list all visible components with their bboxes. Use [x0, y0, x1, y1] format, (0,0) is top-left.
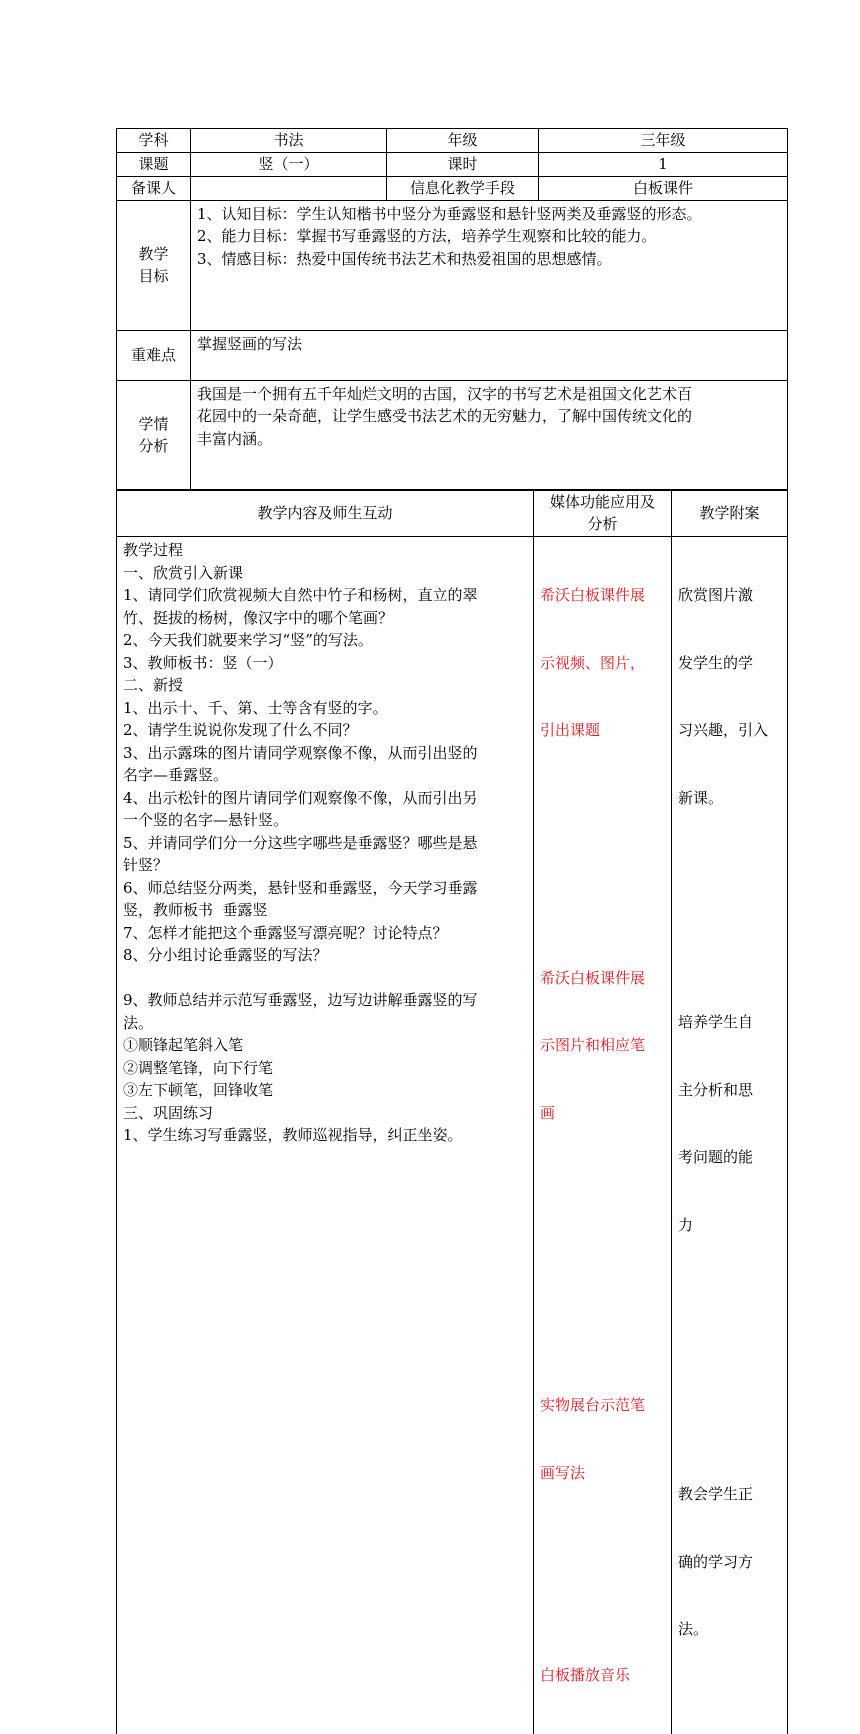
analysis-line: 花园中的一朵奇葩，让学生感受书法艺术的无穷魅力，了解中国传统文化的 [197, 407, 693, 425]
media-block: 实物展台示范笔 画写法 [540, 1396, 646, 1482]
difficulty-label: 重难点 [117, 330, 191, 380]
process-line: 针竖？ [123, 856, 169, 874]
note-block: 教会学生正 确的学习方 法。 [678, 1485, 754, 1638]
goal-item: 2、能力目标：掌握书写垂露竖的方法，培养学生观察和比较的能力。 [197, 227, 657, 245]
subject-label: 学科 [117, 129, 191, 153]
process-line: ③左下顿笔，回锋收笔 [123, 1081, 274, 1099]
process-line: ①顺锋起笔斜入笔 [123, 1036, 244, 1054]
process-media-header: 媒体功能应用及 分析 [534, 490, 672, 537]
lesson-info-table [116, 128, 788, 491]
goal-item: 3、情感目标：热爱中国传统书法艺术和热爱祖国的思想感情。 [197, 249, 612, 268]
difficulty-text: 掌握竖画的写法 [191, 330, 788, 380]
means-label: 信息化教学手段 [387, 177, 539, 201]
process-line: 法。 [123, 1013, 154, 1032]
topic-value: 竖（一） [191, 153, 387, 177]
process-line: 三、巩固练习 [123, 1103, 214, 1122]
process-notes-header: 教学附案 [672, 490, 788, 537]
analysis-line: 我国是一个拥有五千年灿烂文明的古国，汉字的书写艺术是祖国文化艺术百 [197, 384, 693, 403]
media-block: 希沃白板课件展 示视频、图片， 引出课题 [540, 586, 646, 739]
process-line: ②调整笔锋，向下行笔 [123, 1058, 274, 1077]
process-media [534, 537, 672, 1734]
process-content [117, 537, 534, 1734]
process-content-header: 教学内容及师生互动 [117, 490, 534, 537]
process-line: 二、新授 [123, 676, 184, 694]
subject-value: 书法 [191, 129, 387, 153]
process-line: 竹、挺拔的杨树，像汉字中的哪个笔画？ [123, 608, 394, 627]
hours-label: 课时 [387, 153, 539, 177]
process-line: 2、请学生说说你发现了什么不同？ [123, 721, 358, 739]
media-block: 希沃白板课件展 示图片和相应笔 画 [540, 968, 646, 1122]
note-block: 培养学生自 主分析和思 考问题的能 力 [678, 1013, 754, 1234]
process-line: 1、学生练习写垂露竖，教师巡视指导，纠正坐姿。 [123, 1126, 463, 1144]
process-line: 1、出示十、千、第、士等含有竖的字。 [123, 698, 388, 717]
hours-value: 1 [539, 153, 788, 177]
process-line: 5、并请同学们分一分这些字哪些是垂露竖？哪些是悬 [123, 833, 478, 852]
process-line: 6、师总结竖分两类，悬针竖和垂露竖，今天学习垂露 [123, 878, 478, 897]
grade-label: 年级 [387, 129, 539, 153]
analysis-content [191, 380, 788, 490]
process-line: 2、今天我们就要来学习“竖”的写法。 [123, 631, 373, 649]
grade-value: 三年级 [539, 129, 788, 153]
process-line [123, 967, 527, 990]
preparer-label: 备课人 [117, 177, 191, 201]
goal-item: 1、认知目标：学生认知楷书中竖分为垂露竖和悬针竖两类及垂露竖的形态。 [197, 204, 702, 223]
topic-label: 课题 [117, 153, 191, 177]
goals-content [191, 200, 788, 330]
analysis-line: 丰富内涵。 [197, 429, 273, 448]
goals-label: 教学 目标 [117, 200, 191, 330]
process-line: 9、教师总结并示范写垂露竖，边写边讲解垂露竖的写 [123, 991, 478, 1009]
process-line: 一个竖的名字—悬针竖。 [123, 811, 289, 829]
process-line: 名字—垂露竖。 [123, 766, 229, 784]
preparer-value [191, 177, 387, 201]
process-line: 竖，教师板书 垂露竖 [123, 901, 268, 919]
note-block: 欣赏图片激 发学生的学 习兴趣，引入 新课。 [678, 586, 769, 807]
process-line: 7、怎样才能把这个垂露竖写漂亮呢？讨论特点？ [123, 923, 448, 942]
process-line: 3、出示露珠的图片请同学观察像不像，从而引出竖的 [123, 743, 478, 762]
media-block: 白板播放音乐 [540, 1666, 631, 1684]
process-line: 4、出示松针的图片请同学们观察像不像，从而引出另 [123, 788, 478, 807]
analysis-label: 学情 分析 [117, 380, 191, 490]
process-notes [672, 537, 788, 1734]
process-line: 3、教师板书：竖（一） [123, 653, 283, 672]
teaching-process-table [116, 489, 788, 1734]
means-value: 白板课件 [539, 177, 788, 201]
process-line: 教学过程 [123, 541, 184, 559]
process-line: 1、请同学们欣赏视频大自然中竹子和杨树，直立的翠 [123, 586, 478, 604]
process-line: 8、分小组讨论垂露竖的写法？ [123, 946, 328, 964]
process-line: 一、欣赏引入新课 [123, 563, 244, 582]
